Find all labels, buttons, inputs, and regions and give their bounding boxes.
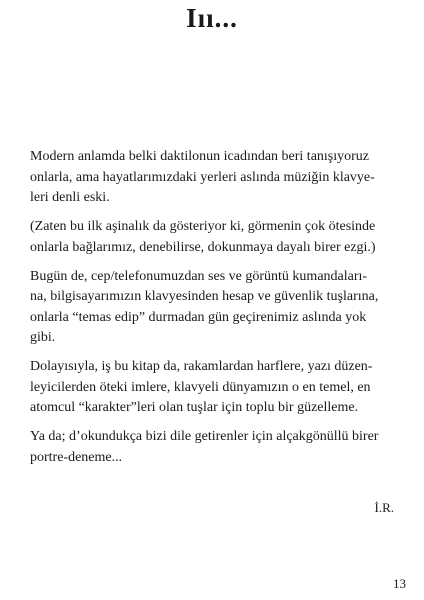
text-line: gibi. bbox=[30, 330, 56, 345]
page-number: 13 bbox=[393, 576, 406, 591]
text-line: onlarla “temas edip” durmadan gün geçirenimiz aslında yok bbox=[30, 309, 367, 325]
text-line: portre-deneme... bbox=[30, 449, 123, 465]
text-line: Modern anlamda belki daktilonun icadından beri tanışıyoruz bbox=[30, 149, 370, 164]
author-signature: İ.R. bbox=[374, 500, 394, 515]
text-line: onlarla, ama hayatlarımızdaki yerleri aslında müziğin klavye- bbox=[30, 169, 375, 185]
text-line: (Zaten bu ilk aşinalık da gösteriyor ki, görmenin çok ötesinde bbox=[30, 219, 376, 234]
text-line: leri denli eski. bbox=[30, 190, 110, 205]
text-line: atomcul “karakter”leri olan tuşlar için toplu bir güzelleme. bbox=[30, 400, 359, 415]
body-text bbox=[30, 147, 424, 477]
text-line: onlarla bağlarımız, denebilirse, dokunmaya dayalı birer ezgi.) bbox=[30, 239, 376, 255]
paragraph bbox=[30, 147, 424, 209]
text-line: leyicilerden öteki imlere, klavyeli dünyamızın o en temel, en bbox=[30, 379, 371, 395]
paragraph bbox=[30, 217, 424, 258]
text-line: Dolayısıyla, iş bu kitap da, rakamlardan harflere, yazı düzen- bbox=[30, 359, 373, 374]
paragraph bbox=[30, 427, 424, 468]
paragraph bbox=[30, 267, 424, 349]
page-title: Iıı... bbox=[186, 3, 238, 33]
text-line: Bugün de, cep/telefonumuzdan ses ve görüntü kumandaları- bbox=[30, 268, 368, 284]
paragraph bbox=[30, 357, 424, 419]
text-line: na, bilgisayarımızın klavyesinden hesap ve güvenlik tuşlarına, bbox=[30, 289, 379, 304]
text-line: Ya da; d’okundukça bizi dile getirenler için alçakgönüllü birer bbox=[30, 429, 379, 444]
